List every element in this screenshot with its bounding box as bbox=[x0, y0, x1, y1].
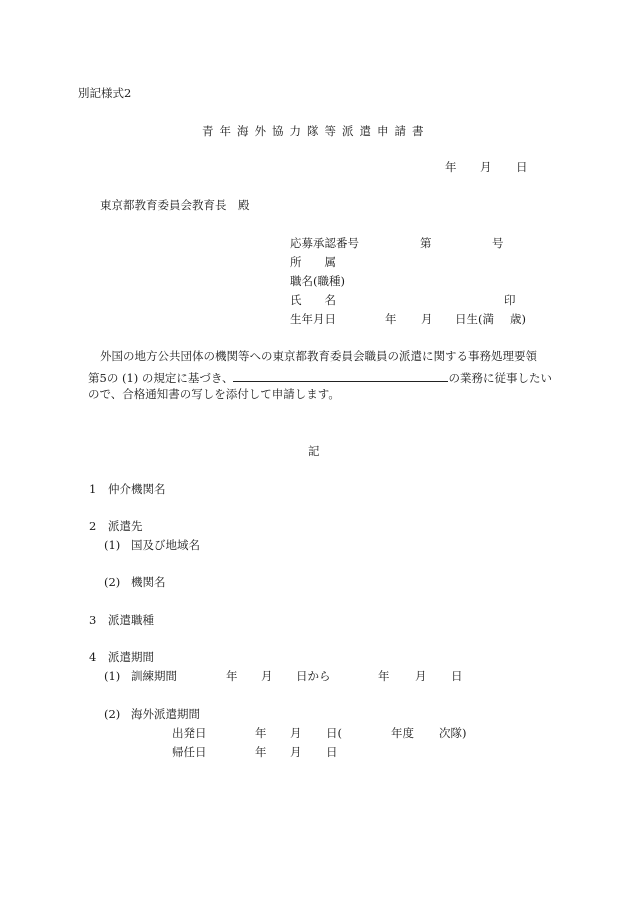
training-year: 年 bbox=[226, 669, 238, 683]
item-4-2-label: 海外派遣期間 bbox=[131, 707, 200, 721]
body-line-3: ので、合格通知書の写しを添付して申請します。 bbox=[88, 387, 340, 401]
affiliation-label: 所 属 bbox=[290, 255, 336, 269]
training-month-2: 月 bbox=[415, 669, 427, 683]
date-month: 月 bbox=[480, 160, 492, 174]
departure-fiscal-year: 年度 bbox=[391, 726, 414, 740]
item-4-num: 4 bbox=[89, 650, 97, 664]
item-4-label: 派遣期間 bbox=[108, 650, 154, 664]
item-2-label: 派遣先 bbox=[108, 519, 143, 533]
dob-month: 月 bbox=[421, 312, 433, 326]
seal-mark: 印 bbox=[504, 293, 516, 307]
training-day-2: 日 bbox=[451, 669, 463, 683]
item-3-label: 派遣職種 bbox=[108, 613, 154, 627]
date-day: 日 bbox=[516, 160, 528, 174]
addressee: 東京都教育委員会教育長 殿 bbox=[100, 198, 250, 212]
dob-day-age: 日生(満 bbox=[455, 312, 494, 326]
body-line-2 bbox=[88, 370, 552, 385]
departure-month: 月 bbox=[290, 726, 302, 740]
item-2-1-label: 国及び地域名 bbox=[131, 538, 200, 552]
item-2-num: 2 bbox=[89, 519, 97, 533]
item-3-num: 3 bbox=[89, 613, 97, 627]
return-day: 日 bbox=[326, 745, 338, 759]
training-year-2: 年 bbox=[378, 669, 390, 683]
training-day-from: 日から bbox=[296, 669, 331, 683]
approval-dai: 第 bbox=[420, 236, 432, 250]
item-4-1-num: (1) bbox=[104, 669, 121, 683]
departure-year: 年 bbox=[255, 726, 267, 740]
document-title: 青年海外協力隊等派遣申請書 bbox=[202, 124, 430, 138]
item-1-num: 1 bbox=[89, 482, 97, 496]
body-line-2-post: の業務に従事したい bbox=[448, 371, 552, 385]
departure-day: 日( bbox=[326, 726, 342, 740]
body-line-1: 外国の地方公共団体の機関等への東京都教育委員会職員の派遣に関する事務処理要領 bbox=[100, 349, 537, 363]
dob-year: 年 bbox=[385, 312, 397, 326]
departure-batch: 次隊) bbox=[439, 726, 467, 740]
departure-label: 出発日 bbox=[172, 726, 207, 740]
position-label: 職名(職種) bbox=[290, 274, 345, 288]
return-month: 月 bbox=[290, 745, 302, 759]
approval-number-label: 応募承認番号 bbox=[290, 236, 359, 250]
form-number: 別記様式2 bbox=[78, 86, 132, 100]
date-year: 年 bbox=[445, 160, 457, 174]
item-4-2-num: (2) bbox=[104, 707, 121, 721]
return-year: 年 bbox=[255, 745, 267, 759]
item-4-1-label: 訓練期間 bbox=[131, 669, 177, 683]
approval-gou: 号 bbox=[492, 236, 504, 250]
job-blank-field[interactable] bbox=[233, 370, 448, 382]
item-2-2-label: 機関名 bbox=[131, 575, 166, 589]
return-label: 帰任日 bbox=[172, 745, 207, 759]
body-line-2-pre: 第5の (1) の規定に基づき、 bbox=[88, 371, 234, 385]
dob-label: 生年月日 bbox=[290, 312, 336, 326]
item-1-label: 仲介機関名 bbox=[108, 482, 166, 496]
name-label: 氏 名 bbox=[290, 293, 336, 307]
item-2-2-num: (2) bbox=[104, 575, 121, 589]
training-month: 月 bbox=[261, 669, 273, 683]
dob-age-close: 歳) bbox=[510, 312, 526, 326]
ki-heading: 記 bbox=[308, 444, 320, 458]
item-2-1-num: (1) bbox=[104, 538, 121, 552]
